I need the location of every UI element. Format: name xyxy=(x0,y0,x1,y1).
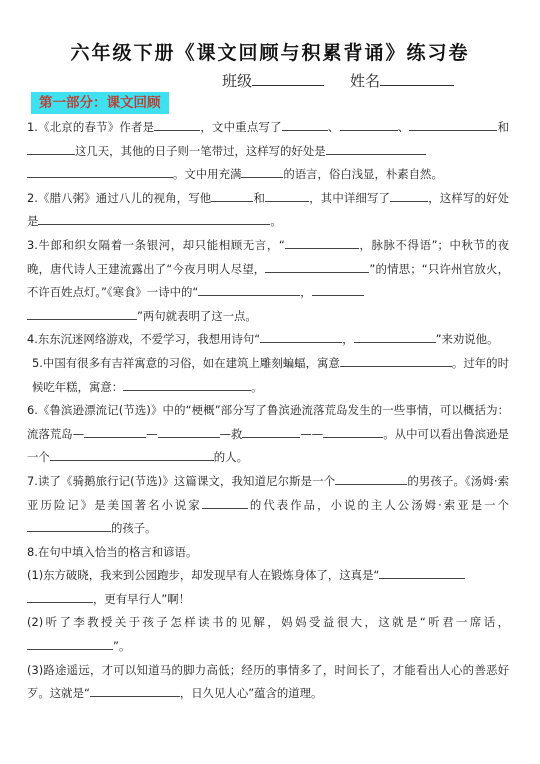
question-7 xyxy=(27,470,509,541)
question-list xyxy=(27,116,509,706)
name-label: 姓名 xyxy=(350,72,381,90)
question-8 xyxy=(27,541,509,706)
question-2 xyxy=(27,187,509,234)
page-title: 六年级下册《课文回顾与积累背诵》练习卷 xyxy=(70,42,470,64)
q2-text-d: ，这样写的好处是 xyxy=(27,190,509,229)
q7-text-c: 的代表作品，小说的主人公汤姆·索亚是一个 xyxy=(247,497,509,512)
question-3 xyxy=(27,234,509,328)
q6-text-a: 6.《鲁滨逊漂流记(节选)》中的“梗概”部分写了鲁滨逊流落荒岛发生的一些事情，可以概括为：流落荒岛— xyxy=(27,403,509,441)
q1-text-f: 这几天，其他的日子则一笔带过，这样写的好处是 xyxy=(75,143,326,158)
q7-blank-1[interactable] xyxy=(335,473,407,485)
q1-blank-day3[interactable] xyxy=(409,119,469,131)
q2-blank-1[interactable] xyxy=(211,190,253,202)
q4-text-b: ， xyxy=(342,332,354,347)
q6-text-b: — xyxy=(146,426,158,441)
q8-s2-blank[interactable] xyxy=(27,638,113,650)
q5-text-a: 5.中国有很多有吉祥寓意的习俗，如在建筑上雕刻蝙蝠，寓意 xyxy=(32,355,340,370)
q1-blank-author[interactable] xyxy=(154,119,200,131)
q7-blank-3[interactable] xyxy=(27,520,111,532)
q1-blank-flavor[interactable] xyxy=(241,166,283,178)
q6-blank-4[interactable] xyxy=(323,426,383,438)
q1-blank-day1[interactable] xyxy=(282,119,328,131)
q1-text-b: ，文中重点写了 xyxy=(200,120,282,134)
q4-blank-2[interactable] xyxy=(354,331,436,343)
q5-blank-1[interactable] xyxy=(340,355,452,367)
q1-text-e: 和 xyxy=(497,120,509,134)
q2-text-a: 2.《腊八粥》通过八儿的视角，写他 xyxy=(27,190,212,205)
q4-text-a: 4.东东沉迷网络游戏，不爱学习，我想用诗句“ xyxy=(27,332,261,347)
q3-blank-2[interactable] xyxy=(265,261,369,273)
q3-blank-1[interactable] xyxy=(285,237,359,249)
question-5 xyxy=(27,352,509,399)
q6-text-f: 的人。 xyxy=(213,450,248,465)
q8-s3-blank[interactable] xyxy=(90,685,180,697)
q8-s1-blank-a[interactable] xyxy=(379,567,465,579)
q6-blank-3[interactable] xyxy=(242,426,300,438)
q3-text-e: ”两句就表明了这一点。 xyxy=(137,308,257,323)
q8-s2-text-a: (2)听了李教授关于孩子怎样读书的见解，妈妈受益很大，这就是“听君一席话， xyxy=(27,615,509,630)
q1-text-a: 1.《北京的春节》作者是 xyxy=(27,120,155,134)
q3-text-c: ”的情思；“只许州官放火，不许百姓点灯。”《寒食》一诗中的“ xyxy=(27,261,509,300)
q2-text-b: 和 xyxy=(253,190,266,205)
question-6 xyxy=(27,399,509,470)
q5-text-c: 。 xyxy=(251,379,263,394)
q2-blank-3[interactable] xyxy=(390,190,428,202)
q1-blank-benefit-cont[interactable] xyxy=(27,166,173,178)
q2-text-e: 。 xyxy=(270,214,282,229)
q8-s3-text-b: ，日久见人心”蕴含的道理。 xyxy=(179,686,323,701)
q3-blank-4a[interactable] xyxy=(312,284,364,296)
q3-text-b: ，脉脉不得语”；中秋节的夜晚，唐代诗人王建流露出了“今夜月明人尽望， xyxy=(27,237,509,276)
q7-blank-2[interactable] xyxy=(202,497,248,509)
q1-blank-day2[interactable] xyxy=(340,119,398,131)
q4-text-c: ”来劝说他。 xyxy=(435,332,499,347)
q8-s2-text-b: ”。 xyxy=(113,639,131,654)
class-label: 班级 xyxy=(222,72,253,90)
q1-text-h: 的语言，俗白浅显，朴素自然。 xyxy=(283,167,443,182)
q5-text-b: 。过年的时候吃年糕，寓意： xyxy=(32,355,509,394)
q7-text-b: 的男孩子。《汤姆·索亚历险记》是美国著名小说家 xyxy=(27,473,509,512)
q8-intro: 8.在句中填入恰当的格言和谚语。 xyxy=(27,544,198,559)
q1-blank-day5[interactable] xyxy=(27,143,75,155)
q5-blank-2[interactable] xyxy=(123,379,251,391)
section-label: 第一部分：课文回顾 xyxy=(31,92,169,114)
q6-text-d: —— xyxy=(300,426,324,441)
q1-text-c: 、 xyxy=(327,120,340,134)
q7-text-d: 的孩子。 xyxy=(111,521,157,536)
q2-text-c: ，其中详细写了 xyxy=(309,190,391,205)
q1-blank-benefit[interactable] xyxy=(326,143,426,155)
q7-text-a: 7.读了《骑鹅旅行记(节选)》这篇课文，我知道尼尔斯是一个 xyxy=(27,473,336,488)
q1-text-g: 。文中用充满 xyxy=(173,167,242,182)
q6-text-e: 。从中可以看出鲁滨逊是一个 xyxy=(27,426,509,465)
q4-blank-1[interactable] xyxy=(260,331,342,343)
q3-text-a: 3.牛郎和织女隔着一条银河，却只能相顾无言，“ xyxy=(27,237,285,252)
student-info-row xyxy=(222,70,454,91)
q1-blank-day4[interactable] xyxy=(469,119,497,131)
q2-blank-2[interactable] xyxy=(265,190,309,202)
q8-s1-text-a: (1)东方破晓，我来到公园跑步，却发现早有人在锻炼身体了，这真是“ xyxy=(27,568,380,583)
class-blank[interactable] xyxy=(252,71,324,86)
q8-s1-blank-b[interactable] xyxy=(27,591,93,603)
question-4 xyxy=(27,328,509,352)
q6-text-c: —救 xyxy=(219,426,243,441)
q3-text-d: ， xyxy=(300,285,312,300)
q1-text-d: 、 xyxy=(397,120,410,134)
question-1 xyxy=(27,116,509,187)
q6-blank-1[interactable] xyxy=(84,426,146,438)
name-blank[interactable] xyxy=(380,71,454,86)
q6-blank-2[interactable] xyxy=(158,426,220,438)
q3-blank-4b[interactable] xyxy=(27,308,137,320)
q8-s1-text-b: ，更有早行人”啊！ xyxy=(93,591,191,606)
q3-blank-3[interactable] xyxy=(198,284,300,296)
q8-s3-text-a: (3)路途遥远，才可以知道马的脚力高低；经历的事情多了，时间长了，才能看出人心的善恶好歹。这就是“ xyxy=(27,662,509,701)
q6-blank-5[interactable] xyxy=(50,449,214,461)
q2-blank-benefit[interactable] xyxy=(38,213,270,225)
